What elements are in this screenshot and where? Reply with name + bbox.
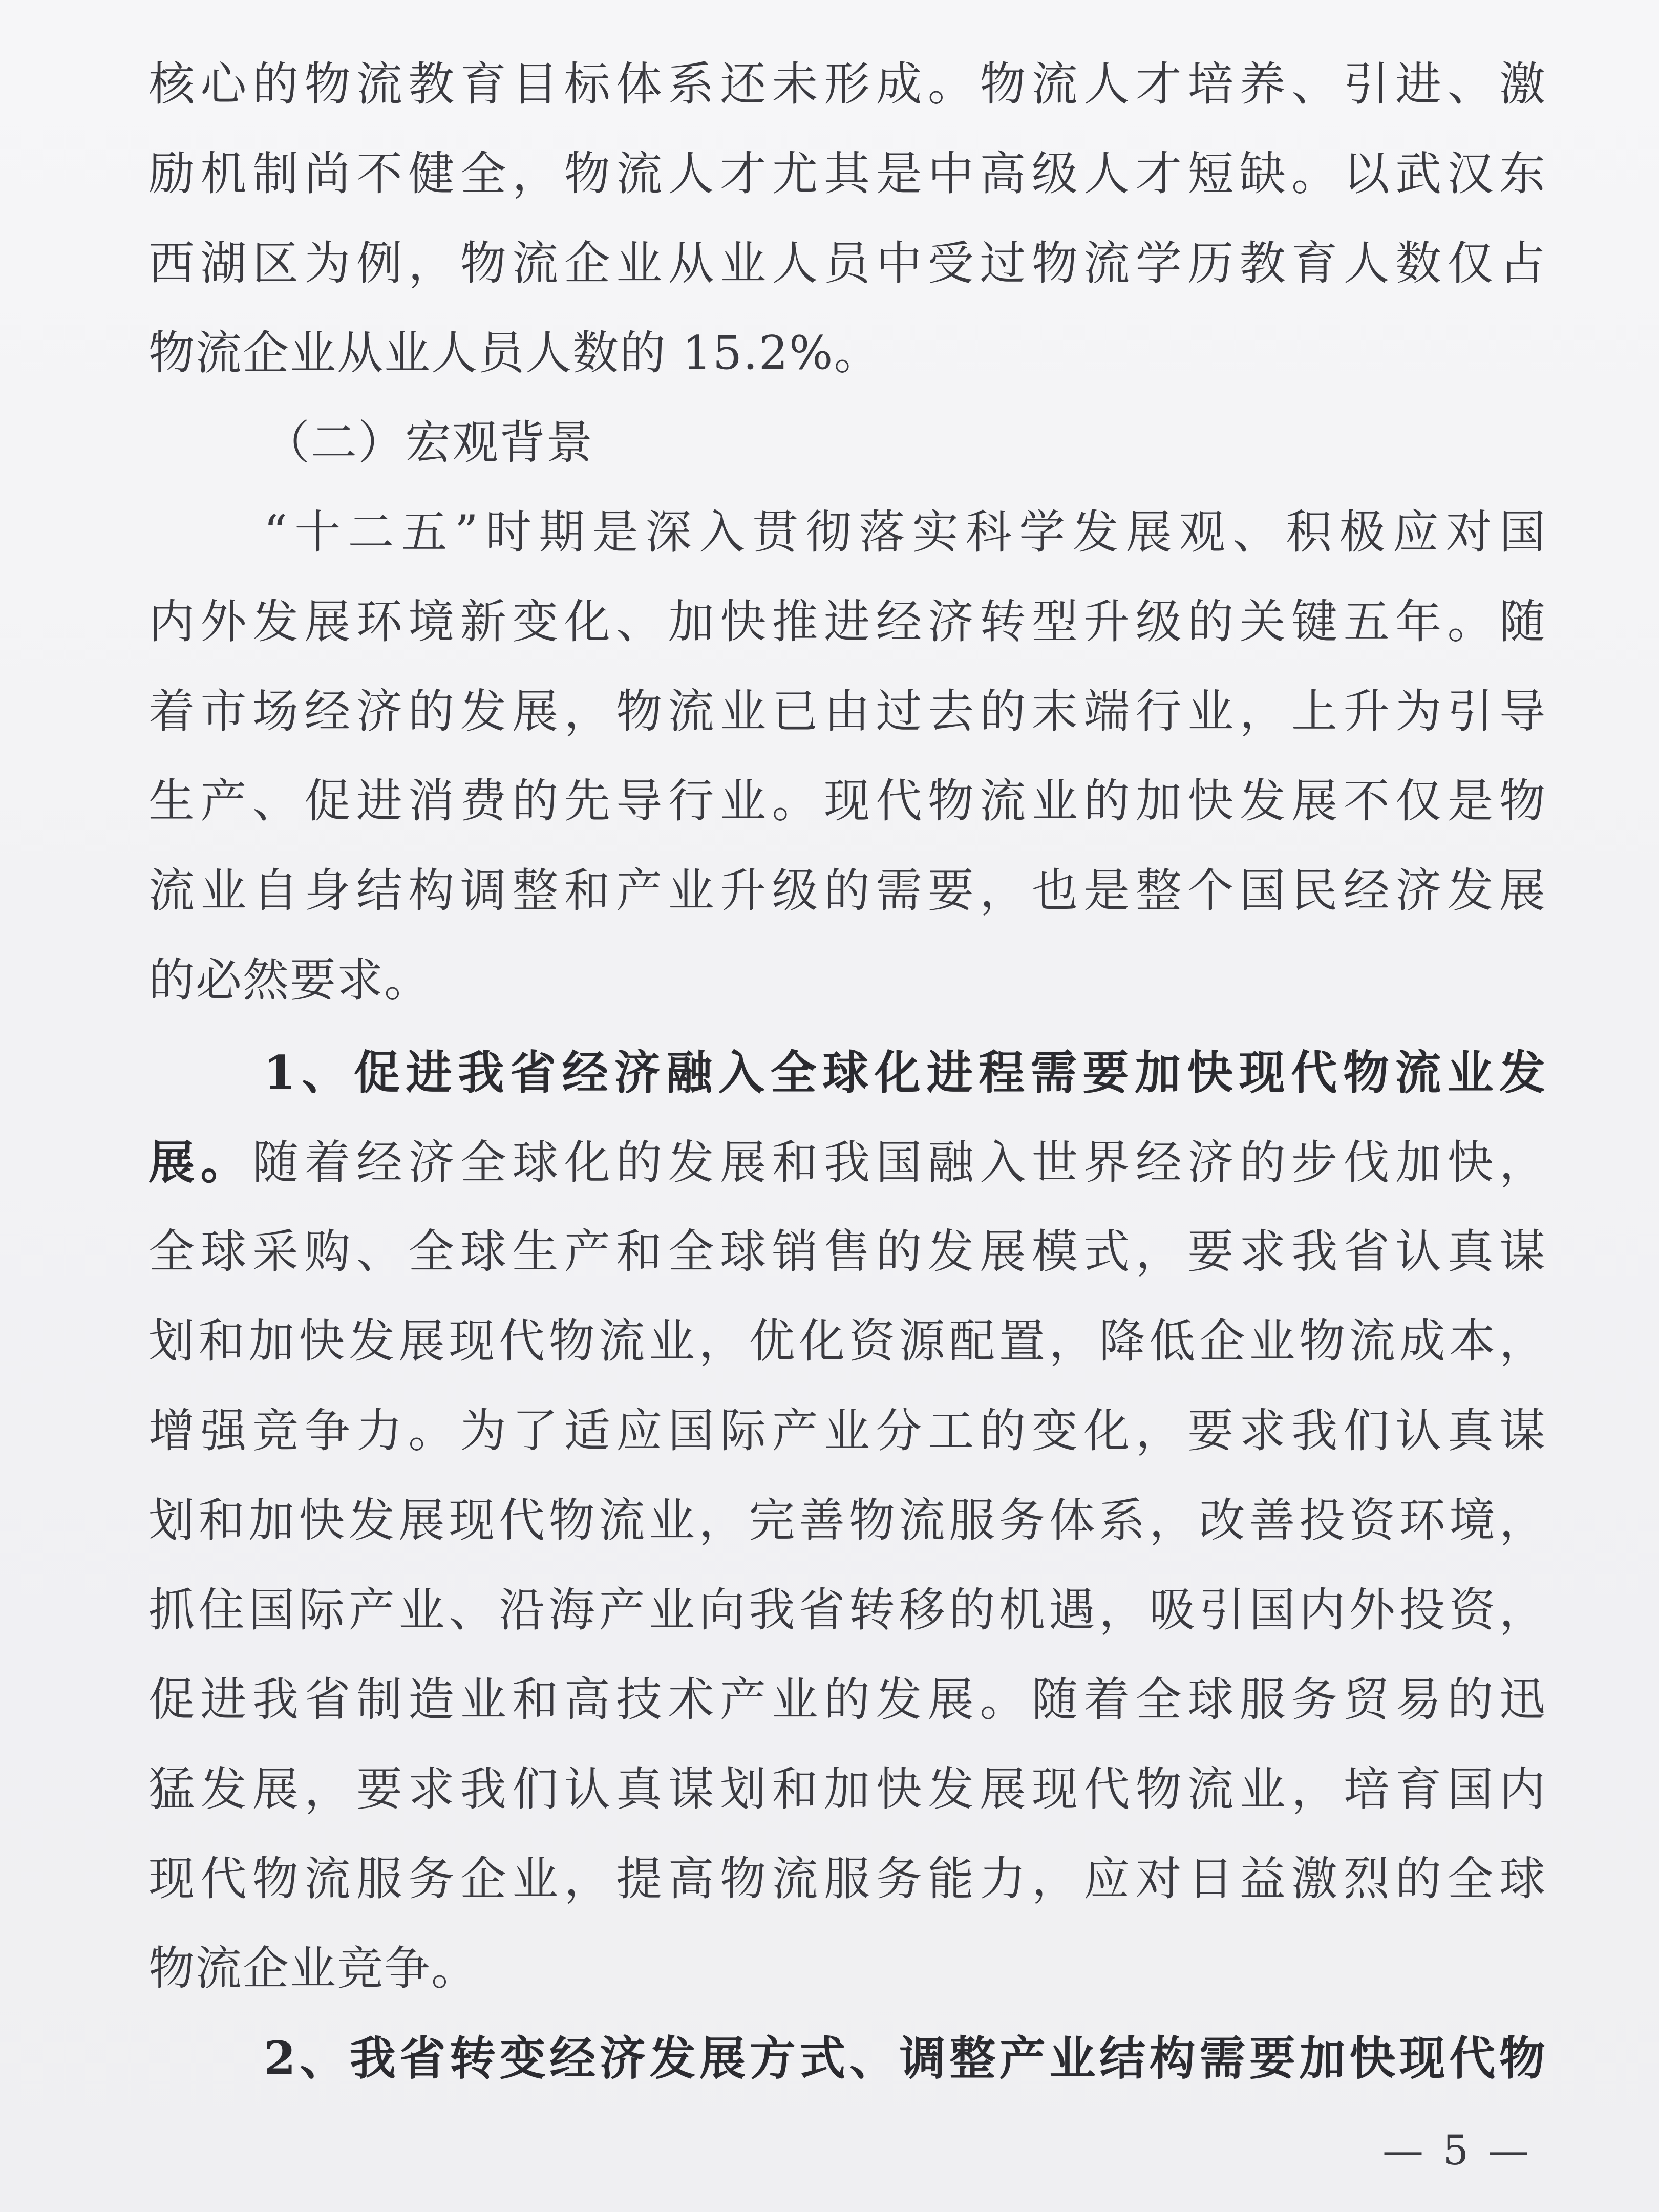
body-text-line: 现代物流服务企业，提高物流服务能力，应对日益激烈的全球 xyxy=(148,1852,1546,1906)
bold-subheading-1-continuation: 展。 xyxy=(148,1135,252,1189)
bold-subheading-2: 2、我省转变经济发展方式、调整产业结构需要加快现代物 xyxy=(264,2031,1546,2086)
body-text-line: 全球采购、全球生产和全球销售的发展模式，要求我省认真谋 xyxy=(148,1225,1546,1279)
body-text-line: 的必然要求。 xyxy=(148,953,431,1007)
body-text-line: 猛发展，要求我们认真谋划和加快发展现代物流业，培育国内 xyxy=(148,1762,1546,1816)
body-text-line: 着市场经济的发展，物流业已由过去的末端行业，上升为引导 xyxy=(148,685,1546,738)
body-text-line: 核心的物流教育目标体系还未形成。物流人才培养、引进、激 xyxy=(148,57,1546,111)
page-number: — 5 — xyxy=(1382,2126,1532,2174)
body-text-line: 西湖区为例，物流企业从业人员中受过物流学历教育人数仅占 xyxy=(148,237,1546,290)
body-text-line: 内外发展环境新变化、加快推进经济转型升级的关键五年。随 xyxy=(148,595,1546,649)
bold-subheading-1: 1、促进我省经济融入全球化进程需要加快现代物流业发 xyxy=(264,1046,1546,1100)
body-text-line: 增强竞争力。为了适应国际产业分工的变化，要求我们认真谋 xyxy=(148,1404,1546,1458)
body-text-line: 抓住国际产业、沿海产业向我省转移的机遇，吸引国内外投资， xyxy=(148,1583,1546,1637)
body-text-line: 物流企业竞争。 xyxy=(148,1942,478,1995)
body-text-line: 生产、促进消费的先导行业。现代物流业的加快发展不仅是物 xyxy=(148,774,1546,828)
body-text-line: 流业自身结构调整和产业升级的需要，也是整个国民经济发展 xyxy=(148,864,1546,918)
body-text-line: 励机制尚不健全，物流人才尤其是中高级人才短缺。以武汉东 xyxy=(148,147,1546,201)
body-text-line-mixed xyxy=(148,1137,1546,1188)
body-text-line: 物流企业从业人员人数的 15.2%。 xyxy=(148,326,881,380)
body-text-line: 促进我省制造业和高技术产业的发展。随着全球服务贸易的迅 xyxy=(148,1673,1546,1727)
body-text-line: 划和加快发展现代物流业，完善物流服务体系，改善投资环境， xyxy=(148,1494,1546,1547)
body-text-line: “十二五”时期是深入贯彻落实科学发展观、积极应对国 xyxy=(264,505,1546,559)
body-text-line: 划和加快发展现代物流业，优化资源配置，降低企业物流成本， xyxy=(148,1314,1546,1368)
body-text-span: 随着经济全球化的发展和我国融入世界经济的步伐加快， xyxy=(252,1136,1547,1189)
section-heading: （二）宏观背景 xyxy=(264,416,593,470)
